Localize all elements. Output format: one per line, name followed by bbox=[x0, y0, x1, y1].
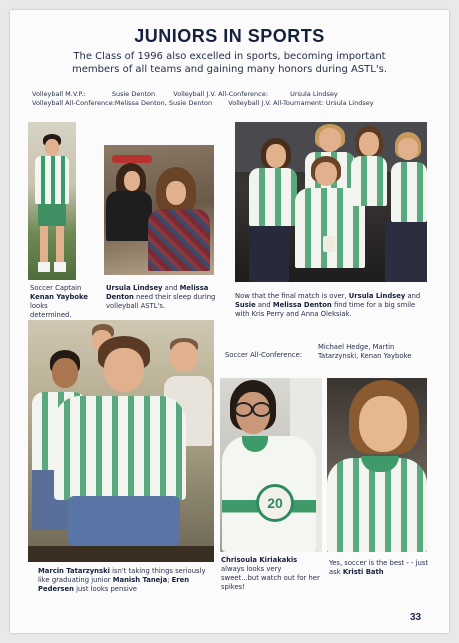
photo-soccer-captain bbox=[28, 122, 76, 280]
page-number: 33 bbox=[410, 612, 422, 623]
photo-kristi bbox=[327, 378, 427, 552]
intro-text: The Class of 1996 also excelled in sports, becoming important members of all teams and gaining many honors during ASTL's. bbox=[71, 51, 388, 75]
caption-chrisoula: Chrisoula Kiriakakis always looks very sweet...but watch out for her spikes! bbox=[221, 556, 320, 591]
caption-final-match: Now that the final match is over, Ursula Lindsey and Susie and Melissa Denton find time for a big smile with Kris Perry and Anna Oleksiak. bbox=[235, 292, 421, 318]
jersey-number: 20 bbox=[256, 484, 294, 522]
soccer-all-conference-label: Soccer All-Conference: bbox=[225, 351, 303, 359]
caption-soccer-captain: Soccer Captain Kenan Yayboke looks determined. bbox=[30, 284, 88, 319]
photo-sleep bbox=[104, 145, 214, 275]
photo-marcin bbox=[28, 320, 214, 562]
photo-final-match bbox=[235, 122, 427, 282]
honors-line-2: Volleyball All-Conference:Melissa Denton, Susie Denton Volleyball J.V. All-Tournament: Ursula Lindsey bbox=[32, 99, 374, 107]
caption-marcin: Marcin Tatarzynski isn't taking things seriously like graduating junior Manish Taneja; Eren Pedersen just looks pensive bbox=[38, 567, 206, 593]
caption-kristi: Yes, soccer is the best - - just ask Kristi Bath bbox=[329, 559, 428, 576]
caption-sleep: Ursula Lindsey and Melissa Denton need their sleep during volleyball ASTL's. bbox=[106, 284, 216, 310]
photo-chrisoula bbox=[220, 378, 322, 552]
honors-line-1: Volleyball M.V.P.: Susie Denton Volleyball J.V. All-Conference: Ursula Lindsey bbox=[32, 90, 338, 98]
page-title: JUNIORS IN SPORTS bbox=[134, 26, 325, 46]
soccer-all-conference-names: Michael Hedge, Martin Tatarzynski, Kenan Yayboke bbox=[318, 343, 412, 360]
